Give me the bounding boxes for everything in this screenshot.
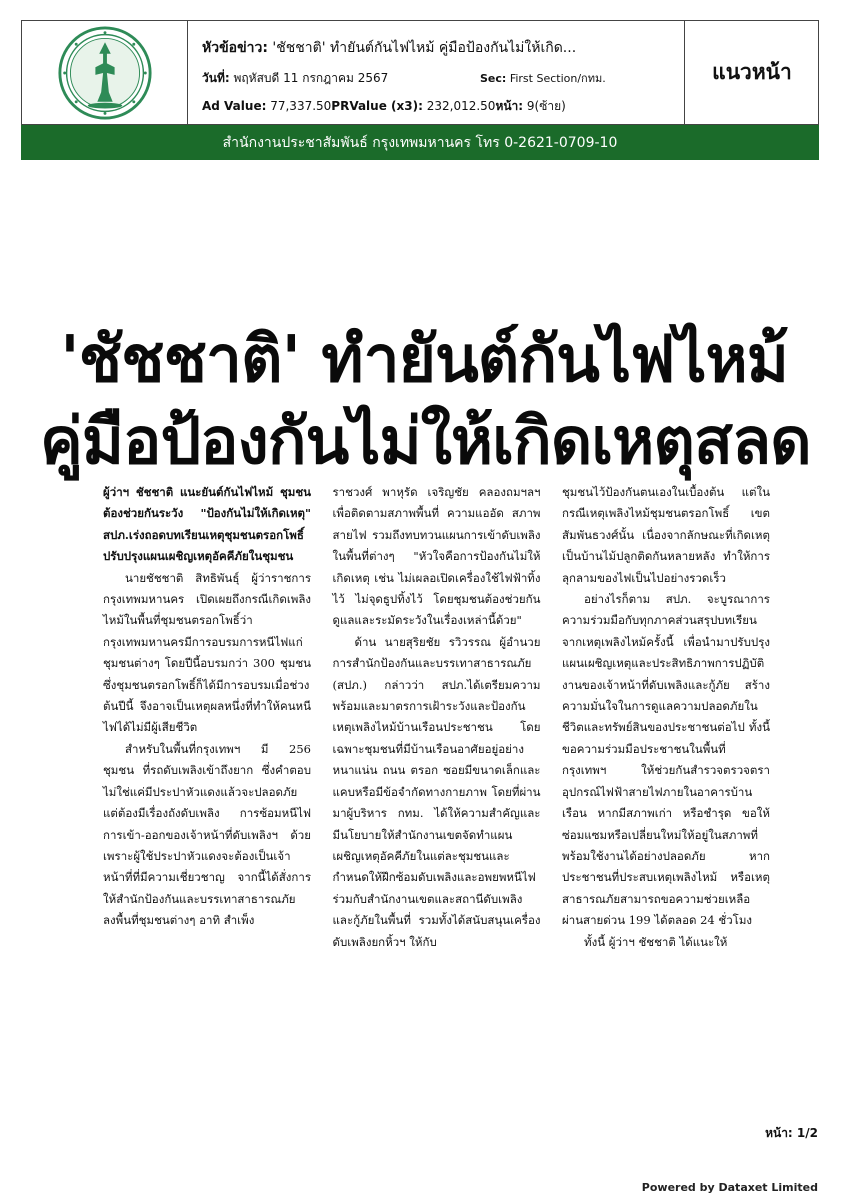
ad-label: Ad Value: — [202, 99, 267, 113]
article-column-3 — [562, 482, 770, 949]
article-lead: ผู้ว่าฯ ชัชชาติ แนะยันต์กันไฟไหม้ ชุมชนต้องช่วยกันระวัง "ป้องกันไม่ให้เกิดเหตุ" สปภ.เร่งถอดบทเรียนเหตุชุมชนตรอกโพธิ์ ปรับปรุงแผนเผชิญเหตุอัคคีภัยในชุมชน — [103, 485, 311, 564]
date-label: วันที่: — [202, 71, 230, 85]
title-value: 'ชัชชาติ' ทำยันต์กันไฟไหม้ คู่มือป้องกันไม่ให้เกิด... — [272, 40, 577, 56]
page-indicator: หน้า: 1/2 — [765, 1126, 818, 1140]
article-paragraph: ราชวงศ์ พาหุรัด เจริญชัย คลองถมฯลฯ เพื่อติดตามสภาพพื้นที่ ความแออัด สภาพสายไฟ รวมถึงทบทวนแผนการเข้าดับเพลิงในพื้นที่ต่างๆ "หัวใจคือการป้องกันไม่ให้เกิดเหตุ เช่น ไม่เผลอเปิดเครื่องใช้ไฟฟ้าทิ้งไว้ ไม่จุดธูปทิ้งไว้ โดยชุมชนต้องช่วยกันดูแลและระมัดระวังในเรื่องเหล่านี้ด้วย" — [332, 485, 541, 628]
info-cell — [188, 21, 684, 124]
title-label: หัวข้อข่าว: — [202, 40, 268, 56]
sec-value: First Section/กทม. — [509, 72, 606, 85]
article-paragraph: ทั้งนี้ ผู้ว่าฯ ชัชชาติ ได้แนะให้ — [584, 934, 728, 949]
agency-banner: สำนักงานประชาสัมพันธ์ กรุงเทพมหานคร โทร 0-2621-0709-10 — [21, 125, 819, 160]
date-row — [202, 69, 388, 88]
article-paragraph: สำหรับในพื้นที่กรุงเทพฯ มี 256 ชุมชน ที่รถดับเพลิงเข้าถึงยาก ซึ่งคำตอบไม่ใช่แค่มีประปาหัวแดงแล้วจะปลอดภัย แต่ต้องมีเรื่องถังดับเพลิง การซ้อมหนีไฟ การเข้า-ออกของเจ้าหน้าที่ดับเพลิงฯ ด้วย เพราะผู้ใช้ประปาหัวแดงจะต้องเป็นเจ้าหน้าที่ที่มีความเชี่ยวชาญ จากนี้ได้สั่งการให้สำนักป้องกันและบรรเทาสาธารณภัยลงพื้นที่ชุมชนต่างๆ อาทิ สำเพ็ง — [103, 741, 311, 928]
page-label: หน้า: — [495, 99, 524, 113]
article-column-2 — [332, 482, 541, 949]
bma-seal-icon — [57, 25, 153, 121]
pr-value: 232,012.50 — [426, 99, 496, 113]
article-column-1 — [103, 482, 311, 928]
headline-line-2: คู่มือป้องกันไม่ให้เกิดเหตุสลด — [40, 405, 811, 479]
publication-cell — [684, 21, 819, 124]
section-row — [480, 69, 606, 87]
article-columns — [103, 482, 770, 949]
header-box — [21, 20, 819, 125]
date-value: พฤหัสบดี 11 กรกฎาคม 2567 — [233, 71, 389, 85]
powered-by-text: Powered by Dataxet Limited — [641, 1181, 818, 1194]
article-paragraph: ด้าน นายสุริยชัย รวิวรรณ ผู้อำนวยการสำนักป้องกันและบรรเทาสาธารณภัย (สปภ.) กล่าวว่า สปภ.ได้เตรียมความพร้อมและมาตรการเฝ้าระวังและป้องกันเหตุเพลิงไหม้บ้านเรือนประชาชน โดยเฉพาะชุมชนที่มีบ้านเรือนอาศัยอยู่อย่างหนาแน่น ถนน ตรอก ซอยมีขนาดเล็กและแคบหรือมีข้อจำกัดทางกายภาพ โดยที่ผ่านมาผู้บริหาร กทม. ได้ให้ความสำคัญและมีนโยบายให้สำนักงานเขตจัดทำแผนเผชิญเหตุอัคคีภัยในแต่ละชุมชนและกำหนดให้ฝึกซ้อมดับเพลิงและอพยพหนีไฟร่วมกับสำนักงานเขตและสถานีดับเพลิงและกู้ภัยในพื้นที่ รวมทั้งได้สนับสนุนเครื่องดับเพลิงยกหิ้วฯ ให้กับ — [332, 634, 541, 949]
pr-label: PRValue (x3): — [331, 99, 423, 113]
ad-row — [202, 97, 566, 116]
article-paragraph: ชุมชนไว้ป้องกันตนเองในเบื้องต้น แต่ในกรณีเหตุเพลิงไหม้ชุมชนตรอกโพธิ์ เขตสัมพันธวงศ์นั้น เนื่องจากลักษณะที่เกิดเหตุเป็นบ้านไม้ปลูกติดกันหลายหลัง ทำให้การลุกลามของไฟเป็นไปอย่างรวดเร็ว — [562, 485, 770, 585]
sec-label: Sec: — [480, 72, 507, 85]
page-value: 9(ซ้าย) — [526, 99, 566, 113]
headline-row — [202, 37, 576, 59]
ad-value: 77,337.50 — [270, 99, 332, 113]
logo-cell — [22, 21, 188, 124]
article-paragraph: อย่างไรก็ตาม สปภ. จะบูรณาการความร่วมมือกับทุกภาคส่วนสรุปบทเรียนจากเหตุเพลิงไหม้ครั้งนี้ เพื่อนำมาปรับปรุงแผนเผชิญเหตุและประสิทธิภาพการปฏิบัติงานของเจ้าหน้าที่ดับเพลิงและกู้ภัย สร้างความมั่นใจในการดูแลความปลอดภัยในชีวิตและทรัพย์สินของประชาชนต่อไป ทั้งนี้ ขอความร่วมมือประชาชนในพื้นที่กรุงเทพฯ ให้ช่วยกันสำรวจตรวจตราอุปกรณ์ไฟฟ้าสายไฟภายในอาคารบ้านเรือน หากมีสภาพเก่า หรือชำรุด ขอให้ซ่อมแซมหรือเปลี่ยนใหม่ให้อยู่ในสภาพที่พร้อมใช้งานได้อย่างปลอดภัย หากประชาชนที่ประสบเหตุเพลิงไหม้ หรือเหตุสาธารณภัยสามารถขอความช่วยเหลือผ่านสายด่วน 199 ได้ตลอด 24 ชั่วโมง — [562, 592, 770, 928]
article-paragraph: นายชัชชาติ สิทธิพันธุ์ ผู้ว่าราชการกรุงเทพมหานคร เปิดเผยถึงกรณีเกิดเพลิงไหม้ในพื้นที่ชุมชนตรอกโพธิ์ว่า กรุงเทพมหานครมีการอบรมการหนีไฟแก่ชุมชนต่างๆ โดยปีนี้อบรมกว่า 300 ชุมชน ซึ่งชุมชนตรอกโพธิ์ก็ได้มีการอบรมเมื่อช่วงต้นปีนี้ จึงอาจเป็นเหตุผลหนึ่งที่ทำให้คนหนีไฟได้ไม่มีผู้เสียชีวิต — [103, 570, 311, 735]
publication-name: แนวหน้า — [712, 60, 792, 84]
headline-line-1: 'ชัชชาติ' ทำยันต์กันไฟไหม้ — [60, 323, 788, 397]
